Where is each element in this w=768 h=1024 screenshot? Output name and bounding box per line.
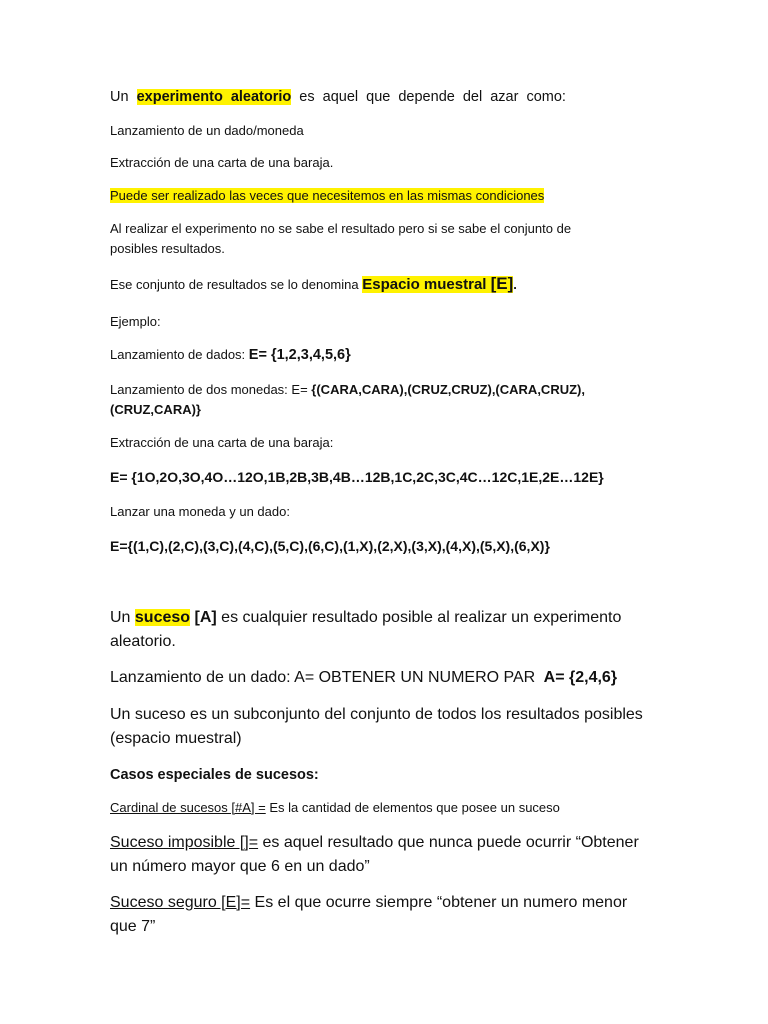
imposible-line-2: un número mayor que 6 en un dado” <box>110 858 370 875</box>
intro-rest: es aquel que depende del azar como: <box>299 89 566 105</box>
baraja-label: Extracción de una carta de una baraja: <box>110 435 334 450</box>
cardinal-definition: Es la cantidad de elementos que posee un suceso <box>269 800 560 815</box>
subconjunto-line-1: Un suceso es un subconjunto del conjunto de todos los resultados posibles <box>110 706 643 723</box>
subconjunto-line-2: (espacio muestral) <box>110 730 242 747</box>
suceso-line-1 <box>110 606 670 630</box>
espacio-intro: Ese conjunto de resultados se lo denomina <box>110 277 359 292</box>
espacio-muestral-line <box>110 274 670 295</box>
suceso-symbol: [A] <box>194 609 217 626</box>
word-un-2: Un <box>110 609 131 626</box>
monedas-label: Lanzamiento de dos monedas: E= <box>110 382 308 397</box>
imposible-line-1 <box>110 831 670 855</box>
par-set: A= {2,4,6} <box>543 669 618 686</box>
highlight-condiciones <box>110 186 670 206</box>
term-experimento-aleatorio: experimento aleatorio <box>136 89 292 105</box>
casos-especiales-heading: Casos especiales de sucesos: <box>110 767 319 783</box>
resultado-line-1: Al realizar el experimento no se sabe el resultado pero si se sabe el conjunto de <box>110 221 572 236</box>
seguro-definition: Es el que ocurre siempre “obtener un numero menor <box>254 894 628 911</box>
suceso-line-2: aleatorio. <box>110 633 176 650</box>
condiciones-text: Puede ser realizado las veces que necesitemos en las mismas condiciones <box>110 188 545 203</box>
cardinal-line <box>110 798 670 818</box>
monedas-set-2: (CRUZ,CARA)} <box>110 402 201 417</box>
seguro-line-1 <box>110 891 670 915</box>
period: . <box>513 277 517 292</box>
example-carta: Extracción de una carta de una baraja. <box>110 155 334 170</box>
moneda-dado-label: Lanzar una moneda y un dado: <box>110 504 290 519</box>
imposible-definition: es aquel resultado que nunca puede ocurrir “Obtener <box>262 834 639 851</box>
dados-label: Lanzamiento de dados: <box>110 347 246 362</box>
seguro-line-2: que 7” <box>110 918 156 935</box>
seguro-term: Suceso seguro [E]= <box>110 894 251 911</box>
dados-example <box>110 345 670 365</box>
dados-set: E= {1,2,3,4,5,6} <box>248 347 351 363</box>
imposible-term: Suceso imposible []= <box>110 834 259 851</box>
term-espacio-muestral: Espacio muestral [E] <box>362 274 514 293</box>
suceso-definition: es cualquier resultado posible al realizar un experimento <box>221 609 622 626</box>
par-example <box>110 666 670 690</box>
baraja-set: E= {1O,2O,3O,4O…12O,1B,2B,3B,4B…12B,1C,2C,3C,4C…12C,1E,2E…12E} <box>110 469 604 485</box>
resultado-line-2: posibles resultados. <box>110 241 225 256</box>
monedas-example-1 <box>110 380 670 400</box>
term-suceso: suceso <box>134 609 191 626</box>
par-label: Lanzamiento de un dado: A= OBTENER UN NUMERO PAR <box>110 669 536 686</box>
example-dado-moneda: Lanzamiento de un dado/moneda <box>110 123 304 138</box>
intro-line <box>110 86 670 108</box>
ejemplo-label: Ejemplo: <box>110 314 161 329</box>
cardinal-term: Cardinal de sucesos [#A] = <box>110 800 266 815</box>
word-un: Un <box>110 89 129 105</box>
monedas-set-1: {(CARA,CARA),(CRUZ,CRUZ),(CARA,CRUZ), <box>311 382 585 397</box>
moneda-dado-set: E={(1,C),(2,C),(3,C),(4,C),(5,C),(6,C),(1,X),(2,X),(3,X),(4,X),(5,X),(6,X)} <box>110 538 550 554</box>
